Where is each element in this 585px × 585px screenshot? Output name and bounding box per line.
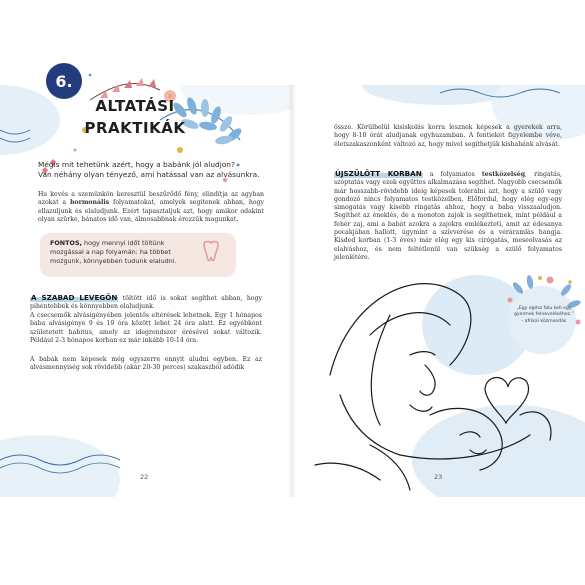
lead-line1: Mégis mit tehetünk azért, hogy a babánk jól aludjon? xyxy=(38,160,235,169)
important-text xyxy=(50,239,190,266)
paragraph-sleep-segments xyxy=(30,356,262,373)
section-heading-newborn: ÚJSZÜLÖTT KORBAN xyxy=(335,169,422,178)
section-heading-free-air: A SZABAD LEVEGŐN xyxy=(31,293,118,302)
chapter-title xyxy=(60,95,210,139)
wave-decoration xyxy=(0,120,40,180)
chapter-title-line2: PRAKTIKÁK xyxy=(84,119,186,137)
para-bold: hormonális xyxy=(69,199,110,207)
book-gutter xyxy=(288,85,296,497)
section-bold: testközelség xyxy=(481,171,526,178)
important-body: hogy mennyi időt töltünk mozgással a nap folyamán: ha többet mozgunk, könnyebben tudunk elaludni. xyxy=(50,239,177,265)
tooth-icon xyxy=(200,240,222,266)
page-number-left: 22 xyxy=(140,473,149,481)
section-free-air xyxy=(30,294,262,312)
paragraph-continued xyxy=(334,124,562,149)
quote: „Egy egész falu kell egy gyermek felneveléséhez.” - afrikai közmondás xyxy=(513,306,574,324)
section-text: töltött idő is sokat segíthet abban, hogy pihentebbek és könnyebben elaludjunk. xyxy=(30,295,262,311)
para-text: A babák nem képesek még egyszerre ennyit aludni egyben. Ez az alvásmennyiség sok rövidebb (akár 20-30 perces) szakaszból adódik xyxy=(30,356,262,372)
chapter-title-line1: ALTATÁSI xyxy=(95,97,175,115)
section-text: , ringatás, szoptatás vagy ezek együttes alkalmazása segíthet. Nagyobb csecsemők már hosszabb-rövidebb ideig képesek tolerálni azt, hogy a szülő vagy gondozó nincs folyamatos testközelben. Előfordul, hogy elég egy-egy simogatás vagy kisebb ringatás ahhoz, hogy a baba visszaaludjon. Segíthet az éneklés, de a monoton zajok is segíthetnek, mint például a fehér zaj, ami a babát azokra a zajokra emlékezteti, amit az édesanya pocakjában hallott, úgymint a szívverése és a véráramlás hangja. Kisded korban (1-3 éves) már elég egy kis cirógatás, meseolvasás az elalváshoz, és nem feltétlenül van szükség a szülő folyamatos jelenlétére. xyxy=(334,171,563,261)
chapter-number-badge: 6. xyxy=(46,63,82,99)
para-text: össze. Körülbelül kisiskolás korra lesznek képesek a gyerekek arra, hogy 8-10 órát aludjanak egyhuzamban. A fentieket figyelembe véve, életszakaszonként változó az, hogy mivel segíthetjük kisbabánk alvását. xyxy=(334,124,562,148)
lead-paragraph xyxy=(38,160,268,180)
para-text: folyamatokat, amelyek segítenek abban, hogy ellazuljunk és elaludjunk. Ezért tapasztaljuk azt, hogy amikor odakint olyan szürke, bánatos idő van, álmosabbnak érezzük magunkat. xyxy=(38,199,264,223)
wave-decoration xyxy=(440,85,585,115)
para-text: A csecsemők alvásigényében jelentős eltérések lehetnek. Egy 1 hónapos baba alvásigénye 9 és 19 óra között lehet 24 óra alatt. Ez egyébként születetett habitus, amely az idegrendszer érésével sokat változik. Például 2-3 hónapos korban ez már inkább 10-14 óra. xyxy=(30,312,262,344)
wave-decoration xyxy=(0,440,130,490)
section-text: a folyamatos xyxy=(422,171,482,178)
paragraph-sleep-needs xyxy=(30,312,262,345)
paragraph-light xyxy=(38,191,264,224)
lead-line2: Van néhány olyan tényező, ami hatással van az alvásunkra. xyxy=(38,170,260,179)
para-text: Ha kevés a szemünkön keresztül beszűrődő fény, elindítja az agyban azokat a xyxy=(38,191,264,207)
page-number-right: 23 xyxy=(434,473,443,481)
important-label: FONTOS, xyxy=(50,239,82,247)
section-newborn xyxy=(334,170,562,262)
